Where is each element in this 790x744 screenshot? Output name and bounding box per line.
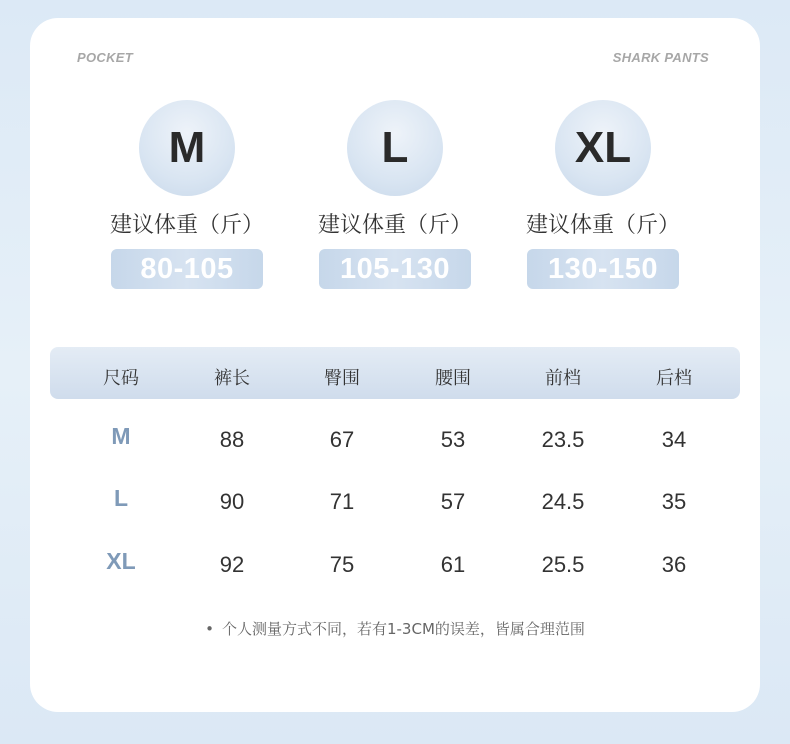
row-value: 25.5 (541, 552, 585, 577)
header-front-rise: 前档 (545, 368, 581, 389)
table-row (50, 423, 740, 463)
row-size: M (111, 423, 131, 449)
header-size: 尺码 (103, 368, 139, 389)
row-value: 57 (440, 489, 466, 514)
row-value: 61 (440, 552, 466, 577)
row-value: 90 (219, 489, 245, 514)
weight-range-m: 80-105 (111, 249, 263, 289)
row-value: 67 (329, 427, 355, 452)
row-value: 36 (661, 552, 687, 577)
row-value: 35 (661, 489, 687, 514)
table-row (50, 548, 740, 588)
row-value: 23.5 (541, 427, 585, 452)
row-value: 88 (219, 427, 245, 452)
weight-label-m: 建议体重（斤） (109, 213, 264, 238)
size-chart-card (30, 18, 760, 712)
weight-label-l: 建议体重（斤） (317, 213, 472, 238)
size-card-l (310, 100, 480, 289)
measurement-note-text: 个人测量方式不同，若有1-3CM的误差，皆属合理范围 (221, 620, 585, 638)
size-circle-l: L (347, 100, 443, 196)
table-header (50, 347, 740, 399)
row-value: 53 (440, 427, 466, 452)
header-length: 裤长 (214, 368, 250, 389)
header-waist: 腰围 (435, 368, 471, 389)
brand-left-label: POCKET (77, 50, 133, 65)
header-back-rise: 后档 (656, 368, 692, 389)
weight-range-xl: 130-150 (527, 249, 679, 289)
header-hip: 臀围 (324, 368, 360, 389)
weight-range-l: 105-130 (319, 249, 471, 289)
measurement-note (30, 618, 760, 639)
row-value: 24.5 (541, 489, 585, 514)
weight-label-xl: 建议体重（斤） (525, 213, 680, 238)
row-size: L (113, 485, 129, 511)
size-card-m (102, 100, 272, 289)
row-value: 75 (329, 552, 355, 577)
size-circle-m: M (139, 100, 235, 196)
size-circle-xl: XL (555, 100, 651, 196)
bullet-icon: • (205, 620, 214, 638)
row-value: 71 (329, 489, 355, 514)
brand-right-label: SHARK PANTS (612, 50, 709, 65)
row-value: 34 (661, 427, 687, 452)
size-card-xl (518, 100, 688, 289)
table-row (50, 485, 740, 525)
row-size: XL (106, 548, 136, 574)
row-value: 92 (219, 552, 245, 577)
